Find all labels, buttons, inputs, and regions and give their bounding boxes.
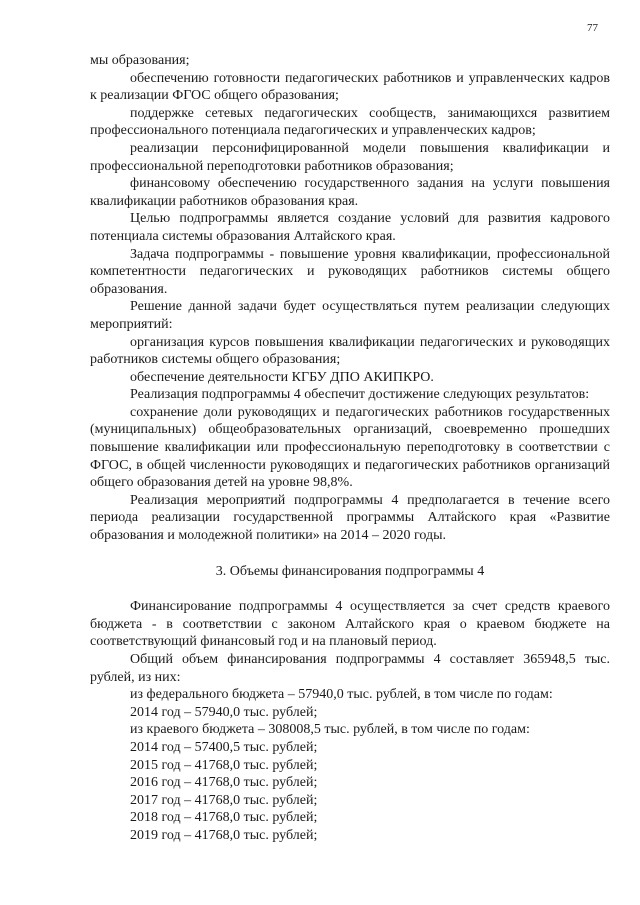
paragraph: Задача подпрограммы - повышение уровня квалификации, профессиональной компетентности педагогических и руководящих работников системы общего образования. (90, 246, 610, 297)
page-number: 77 (587, 22, 598, 34)
paragraph: мы образования; (90, 53, 190, 68)
funding-line: 2015 год – 41768,0 тыс. рублей; (130, 757, 318, 773)
paragraph: финансовому обеспечению государственного задания на услуги повышения квалификации работников образования края. (90, 176, 610, 209)
funding-line: из федерального бюджета – 57940,0 тыс. рублей, в том числе по годам: (130, 687, 553, 703)
funding-line: 2018 год – 41768,0 тыс. рублей; (130, 810, 318, 826)
funding-line: 2014 год – 57400,5 тыс. рублей; (130, 739, 318, 755)
funding-line: 2016 год – 41768,0 тыс. рублей; (130, 775, 318, 791)
paragraph: Реализация подпрограммы 4 обеспечит достижение следующих результатов: (130, 387, 590, 403)
paragraph: обеспечению готовности педагогических работников и управленческих кадров к реализации ФГОС общего образования; (90, 70, 610, 104)
paragraph: Общий объем финансирования подпрограммы 4 составляет 365948,5 тыс. рублей, из них: (90, 652, 610, 685)
funding-line: 2017 год – 41768,0 тыс. рублей; (130, 792, 318, 808)
paragraph: Финансирование подпрограммы 4 осуществляется за счет средств краевого бюджета - в соответствии с законом Алтайского края о краевом бюджете на соответствующий финансовый год и на плановый период. (90, 599, 610, 650)
paragraph: поддержке сетевых педагогических сообществ, занимающихся развитием профессионального потенциала педагогических и управленческих кадров; (90, 105, 610, 139)
paragraph: реализации персонифицированной модели повышения квалификации и профессиональной переподготовки работников образования; (90, 140, 610, 174)
paragraph: организация курсов повышения квалификации педагогических и руководящих работников системы общего образования; (90, 334, 610, 368)
funding-line: 2019 год – 41768,0 тыс. рублей; (130, 827, 318, 843)
paragraph: сохранение доли руководящих и педагогических работников государственных (муниципальных) общеобразовательных организаций, своевременно прошедших повышение квалификации или профессиональную переподготовку в соответствии с ФГОС, в общей численности руководящих и педагогических работников организаций общего образования детей на уровне 98,8%. (90, 404, 610, 491)
funding-line: 2014 год – 57940,0 тыс. рублей; (130, 704, 318, 720)
document-body (90, 52, 610, 845)
section-heading: 3. Объемы финансирования подпрограммы 4 (215, 563, 485, 579)
paragraph: Реализация мероприятий подпрограммы 4 предполагается в течение всего периода реализации государственной программы Алтайского края «Развитие образования и молодежной политики» на 2014 – 2020 годы. (90, 492, 610, 544)
funding-line: из краевого бюджета – 308008,5 тыс. рублей, в том числе по годам: (130, 722, 530, 738)
paragraph: Целью подпрограммы является создание условий для развития кадрового потенциала системы образования Алтайского края. (90, 211, 610, 244)
paragraph: Решение данной задачи будет осуществляться путем реализации следующих мероприятий: (90, 299, 610, 332)
paragraph: обеспечение деятельности КГБУ ДПО АКИПКРО. (130, 369, 434, 385)
